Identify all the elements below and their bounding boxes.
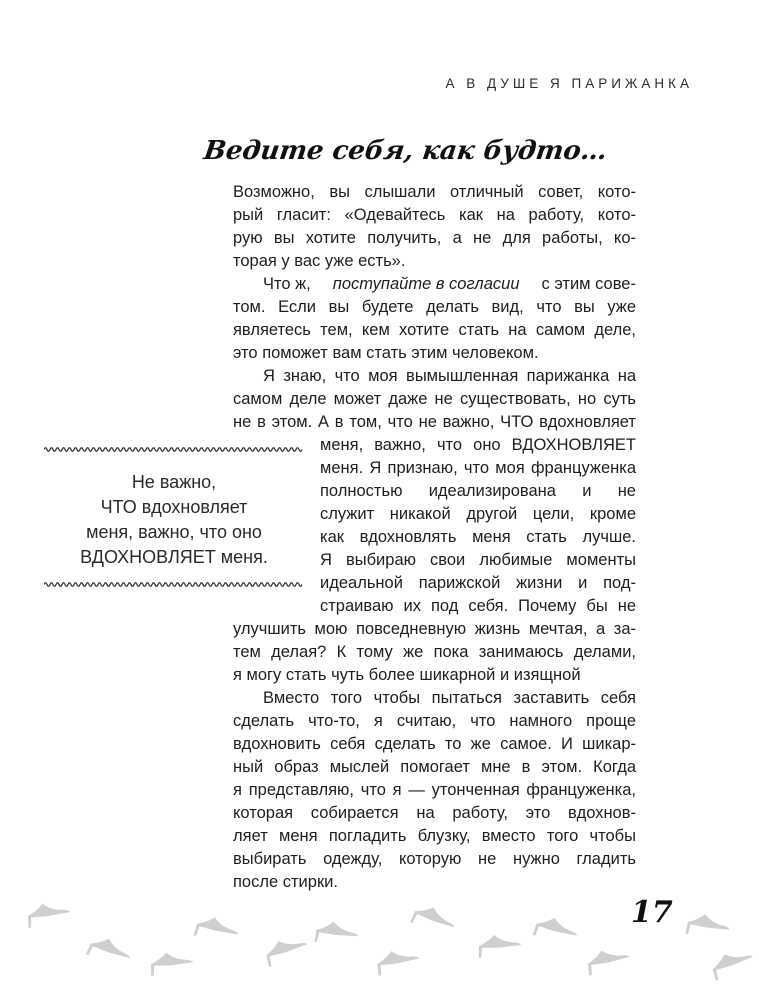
body-line: идеальной парижской жизни и под- (320, 574, 636, 592)
running-header: А В ДУШЕ Я ПАРИЖАНКА (445, 76, 693, 91)
high-heel-shoe-icon (314, 920, 359, 946)
body-line: выбирать одежду, которую не нужно гладить (233, 850, 636, 868)
body-line (263, 273, 636, 296)
body-text: с этим сове- (541, 275, 636, 293)
pull-quote (44, 470, 304, 570)
body-line: служит никакой другой цели, кроме (320, 505, 636, 523)
body-line: полностью идеализирована и не (320, 482, 636, 500)
body-line: Я знаю, что моя вымышленная парижанка на (263, 367, 636, 385)
body-line: которая собирается на работу, это вдохнов- (233, 804, 636, 822)
body-line: я могу стать чуть более шикарной и изящной (233, 666, 581, 684)
body-text-italic: поступайте в согласии (332, 275, 520, 293)
high-heel-shoe-icon (262, 933, 310, 967)
body-line: ляет меня погладить блузку, вместо того чтобы (233, 827, 636, 845)
high-heel-shoe-icon (26, 900, 72, 928)
body-line: я представляю, что я — утонченная француженка, (233, 781, 636, 799)
body-line: сделать что-то, я считаю, что намного проще (233, 712, 636, 730)
high-heel-shoe-icon (86, 933, 134, 967)
section-heading: Ведите себя, как будто… (201, 136, 610, 166)
body-line: меня. Я признаю, что моя француженка (320, 459, 636, 477)
high-heel-shoe-icon (375, 947, 421, 976)
body-line: являетесь тем, кем хотите стать на самом деле, (233, 321, 636, 339)
body-line: Возможно, вы слышали отличный совет, кото- (233, 183, 636, 201)
high-heel-shoe-icon (585, 945, 632, 975)
body-line: рую вы хотите получить, а не для работы, ко- (233, 229, 636, 247)
high-heel-shoe-icon (685, 912, 731, 940)
high-heel-shoe-icon (708, 945, 756, 980)
body-line: страиваю их под себя. Почему бы не (320, 597, 636, 615)
body-line: не в этом. А в том, что не важно, ЧТО вдохновляет (233, 413, 636, 431)
page-number: 17 (631, 895, 673, 930)
body-line: Вместо того чтобы пытаться заставить себя (263, 689, 636, 707)
body-line: тем делая? К тому же пока занимаюсь делами, (233, 643, 636, 661)
pull-quote-line: меня, важно, что оно (86, 522, 262, 542)
pull-quote-line: ЧТО вдохновляет (100, 497, 248, 517)
wavy-rule-bottom (44, 581, 304, 588)
wavy-rule-top (44, 446, 304, 453)
body-line: как вдохновлять меня стать лучше. (320, 528, 636, 546)
body-line: улучшить мою повседневную жизнь мечтая, а за- (233, 620, 636, 638)
body-line: вдохновить себя сделать то же самое. И шикар- (233, 735, 636, 753)
high-heel-shoe-icon (149, 950, 194, 976)
high-heel-shoe-icon (194, 914, 241, 944)
pull-quote-line: ВДОХНОВЛЯЕТ меня. (80, 547, 268, 567)
body-line: торая у вас уже есть». (233, 252, 406, 270)
body-line: после стирки. (233, 873, 338, 891)
high-heel-shoe-icon (410, 901, 458, 936)
body-line: Я выбираю свои любимые моменты (320, 551, 636, 569)
body-text: Что ж, (263, 275, 311, 293)
pull-quote-line: Не важно, (131, 472, 217, 492)
body-line: ный образ мыслей помогает мне в этом. Когда (233, 758, 636, 776)
body-line: это поможет вам стать этим человеком. (233, 344, 539, 362)
body-line: том. Если вы будете делать вид, что вы уже (233, 298, 636, 316)
high-heel-shoe-icon (477, 933, 521, 958)
body-line: самом деле может даже не существовать, но суть (233, 390, 636, 408)
high-heel-shoe-icon (533, 914, 580, 946)
body-line: рый гласит: «Одевайтесь как на работу, кото- (233, 206, 636, 224)
body-line: меня, важно, что оно ВДОХНОВЛЯЕТ (320, 436, 636, 454)
